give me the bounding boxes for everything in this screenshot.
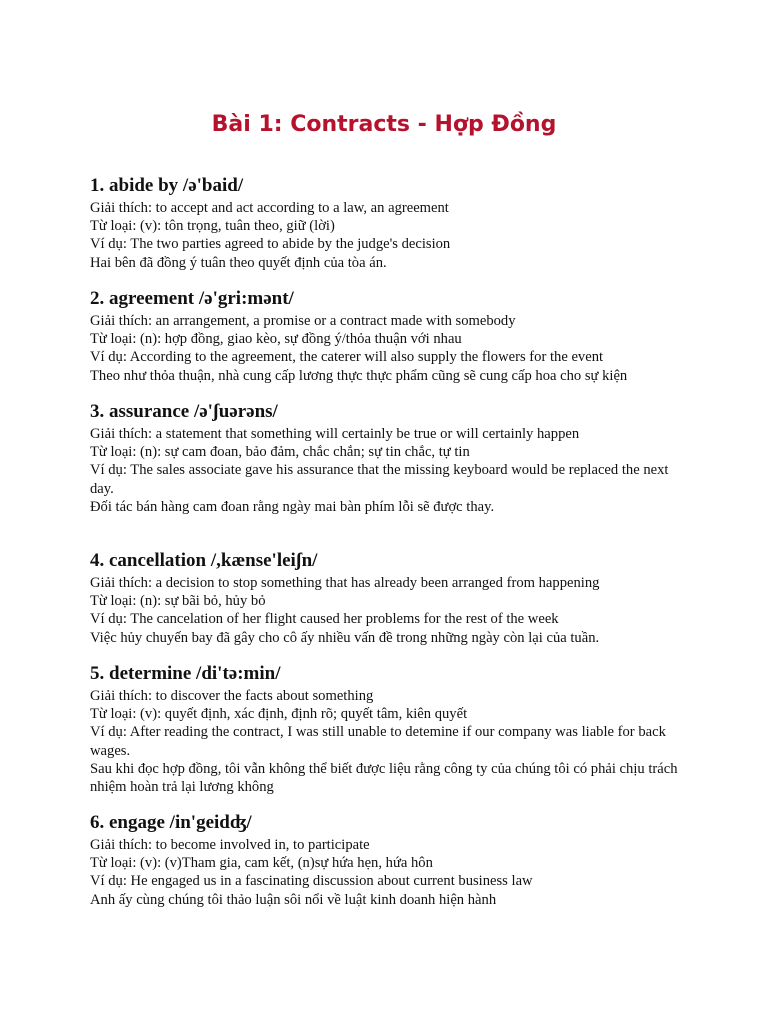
entry-definition: Giải thích: to become involved in, to participate	[90, 837, 370, 853]
vocab-entry-5	[90, 662, 680, 796]
entry-definition: Giải thích: a decision to stop something that has already been arranged from happening	[90, 575, 600, 591]
entry-definition: Giải thích: an arrangement, a promise or a contract made with somebody	[90, 313, 516, 329]
entry-example: Ví dụ: The cancelation of her flight caused her problems for the rest of the week	[90, 611, 559, 628]
entry-heading: 4. cancellation /,kænse'leiʃn/	[90, 550, 318, 571]
vocab-entry-1	[90, 174, 680, 272]
entry-heading: 6. engage /in'geidʤ/	[90, 812, 252, 833]
vocab-entry-3	[90, 400, 680, 516]
entry-example: Ví dụ: According to the agreement, the caterer will also supply the flowers for the event	[90, 349, 604, 366]
entry-word-type: Từ loại: (n): sự cam đoan, bảo đảm, chắc chắn; sự tin chắc, tự tin	[90, 444, 470, 461]
entry-translation: Hai bên đã đồng ý tuân theo quyết định của tòa án.	[90, 254, 387, 271]
entry-example: Ví dụ: The sales associate gave his assurance that the missing keyboard would be replaced the next day.	[90, 462, 669, 497]
vocab-entry-4	[90, 549, 680, 647]
entry-example: Ví dụ: After reading the contract, I was still unable to detemine if our company was liable for back wages.	[90, 724, 666, 759]
entry-translation: Đối tác bán hàng cam đoan rằng ngày mai bàn phím lỗi sẽ được thay.	[90, 498, 495, 515]
entry-heading: 2. agreement /ə'gri:mənt/	[90, 288, 294, 309]
entry-translation: Việc hủy chuyến bay đã gây cho cô ấy nhiều vấn đề trong những ngày còn lại của tuần.	[90, 629, 600, 646]
vocab-entry-2	[90, 287, 680, 385]
entry-example: Ví dụ: The two parties agreed to abide by the judge's decision	[90, 236, 451, 253]
entry-definition: Giải thích: to accept and act according to a law, an agreement	[90, 200, 449, 216]
entry-word-type: Từ loại: (n): hợp đồng, giao kèo, sự đồng ý/thỏa thuận với nhau	[90, 331, 462, 348]
entry-word-type: Từ loại: (v): (v)Tham gia, cam kết, (n)sự hứa hẹn, hứa hôn	[90, 855, 433, 872]
entry-word-type: Từ loại: (v): quyết định, xác định, định rõ; quyết tâm, kiên quyết	[90, 706, 468, 723]
entry-example: Ví dụ: He engaged us in a fascinating discussion about current business law	[90, 873, 533, 890]
entry-word-type: Từ loại: (n): sự bãi bỏ, hủy bỏ	[90, 593, 266, 610]
entry-definition: Giải thích: a statement that something will certainly be true or will certainly happen	[90, 426, 580, 442]
entry-heading: 5. determine /di'tə:min/	[90, 663, 281, 684]
entry-word-type: Từ loại: (v): tôn trọng, tuân theo, giữ (lời)	[90, 218, 335, 235]
entry-translation: Theo như thỏa thuận, nhà cung cấp lương thực thực phẩm cũng sẽ cung cấp hoa cho sự kiện	[90, 367, 628, 384]
entry-heading: 3. assurance /ə'ʃuərəns/	[90, 401, 278, 422]
entry-heading: 1. abide by /ə'baid/	[90, 175, 244, 196]
page-title: Bài 1: Contracts - Hợp Đồng	[211, 112, 557, 137]
entry-definition: Giải thích: to discover the facts about something	[90, 688, 374, 704]
entry-translation: Sau khi đọc hợp đồng, tôi vẫn không thể biết được liệu rằng công ty của chúng tôi có phải chịu trách nhiệm hoàn trả lại lương không	[90, 760, 678, 796]
entry-translation: Anh ấy cùng chúng tôi thảo luận sôi nổi về luật kinh doanh hiện hành	[90, 891, 497, 908]
vocab-entry-6	[90, 811, 680, 909]
